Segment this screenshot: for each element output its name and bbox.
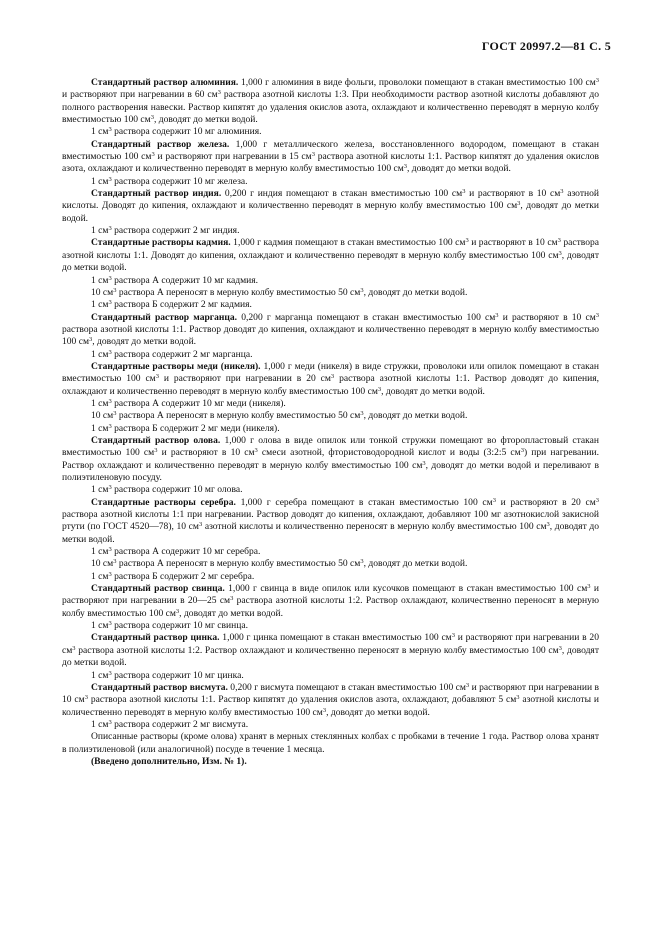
paragraph <box>62 188 599 225</box>
paragraph-text: 1,000 г кадмия помещают в стакан вместимостью 100 $см^3$ и растворяют в 10 $см^3$ раствора азотной кислоты 1:1. Доводят до кипения, охлаждают и количественно переводят в мерную колбу вместимостью 100 $см^3$, доводят до метки водой. <box>62 237 600 274</box>
paragraph-heading: Стандартный раствор индия. <box>91 188 222 200</box>
paragraph <box>62 225 599 237</box>
paragraph-text: 10 $см^3$ раствора А переносят в мерную колбу вместимостью 50 $см^3$, доводят до метки водой. <box>91 410 468 422</box>
paragraph <box>62 275 599 287</box>
paragraph-text: 1 $см^3$ раствора содержит 10 мг железа. <box>91 175 248 187</box>
paragraph-text: 0,200 г индия помещают в стакан вместимостью 100 $см^3$ и растворяют в 10 $см^3$ азотной кислоты. Доводят до кипения, охлаждают и количественно переводят в мерную колбу вместимостью 100 $см^3$, доводят до метки водой. <box>62 188 599 224</box>
paragraph-text: 1,000 г свинца в виде опилок или кусочков помещают в стакан вместимостью 100 $см^3$ и растворяют при нагревании в 20—25 $см^3$ раствора азотной кислоты 1:2. Раствор охлаждают, количественно переносят в мерную колбу вместимостью 100 $см^3$, доводят до метки водой. <box>62 583 599 619</box>
paragraph <box>62 497 599 546</box>
paragraph-heading: Стандартный раствор цинка. <box>91 632 220 644</box>
paragraph-text: 0,200 г марганца помещают в стакан вместимостью 100 $см^3$ и растворяют в 10 $см^3$ раствора азотной кислоты 1:1. Раствор доводят до кипения, охлаждают и количественно переводят в мерную колбу вместимостью 100 $см^3$, доводят до метки водой. <box>62 311 599 348</box>
paragraph <box>62 682 599 719</box>
paragraph <box>62 423 599 435</box>
paragraph-heading: Стандартные растворы серебра. <box>91 496 236 508</box>
paragraph <box>62 484 599 496</box>
paragraph <box>62 546 599 558</box>
paragraph-text: 1 $см^3$ раствора Б содержит 2 мг серебра. <box>91 570 255 582</box>
paragraph-text: 1 $см^3$ раствора содержит 2 мг индия. <box>91 225 240 237</box>
paragraph <box>62 719 599 731</box>
paragraph-text: 1,000 г серебра помещают в стакан вместимостью 100 $см^3$ и растворяют в 20 $см^3$ раствора азотной кислоты 1:1 при нагревании. Раствор доводят до кипения, охлаждают, добавляют 100 мг азотнокислой закисной ртути (по ГОСТ 4520—78), 10 $см^3$ азотной кислоты и количественно переносят в мерную колбу вместимостью 100 $см^3$, доводят до метки водой. <box>62 496 600 545</box>
paragraph-heading: Стандартные растворы кадмия. <box>91 237 231 249</box>
paragraph <box>62 287 599 299</box>
paragraph <box>62 312 599 349</box>
paragraph-text: 1 $см^3$ раствора содержит 10 мг олова. <box>91 484 243 496</box>
paragraph <box>62 349 599 361</box>
paragraph <box>62 77 599 126</box>
paragraph-text: 1,000 г меди (никеля) в виде стружки, проволоки или опилок помещают в стакан вместимостью 100 $см^3$ и растворяют при нагревании в 20 $см^3$ раствора азотной кислоты 1:1. Раствор доводят до кипения, охлаждают и количественно переводят в мерную колбу вместимостью 100 $см^3$, доводят до метки водой. <box>62 360 600 397</box>
paragraph <box>62 398 599 410</box>
paragraph-heading: Стандартный раствор железа. <box>91 138 230 150</box>
paragraph-text: 1,000 г металлического железа, восстановленного водородом, помещают в стакан вместимостью 100 $см^3$ и растворяют при нагревании в 15 $см^3$ раствора азотной кислоты 1:1. Раствор кипятят до удаления окислов азота, охлаждают и количественно переводят в мерную колбу вместимостью 100 $см^3$, доводят до метки водой. <box>62 138 600 175</box>
paragraph <box>62 361 599 398</box>
paragraph-heading: Стандартный раствор висмута. <box>91 681 228 693</box>
paragraph-heading: Стандартный раствор свинца. <box>91 583 225 595</box>
paragraph <box>62 410 599 422</box>
paragraph-text: 10 $см^3$ раствора А переносят в мерную колбу вместимостью 50 $см^3$, доводят до метки водой. <box>91 286 468 298</box>
paragraph-text: 10 $см^3$ раствора А переносят в мерную колбу вместимостью 50 $см^3$, доводят до метки водой. <box>91 558 468 570</box>
paragraph-text: 1 $см^3$ раствора содержит 10 мг свинца. <box>91 620 248 632</box>
paragraph-text: 1 $см^3$ раствора содержит 2 мг марганца. <box>91 348 253 360</box>
paragraph <box>62 583 599 620</box>
paragraph-text: 1,000 г цинка помещают в стакан вместимостью 100 $см^3$ и растворяют при нагревании в 20 $см^3$ раствора азотной кислоты 1:2. Раствор охлаждают и количественно переносят в мерную колбу вместимостью 100 $см^3$, доводят до метки водой. <box>62 632 599 669</box>
paragraph <box>62 435 599 484</box>
paragraph-text: 1 $см^3$ раствора А содержит 10 мг кадмия. <box>91 274 259 286</box>
paragraph <box>62 237 599 274</box>
paragraph-heading: Стандартные растворы меди (никеля). <box>91 360 261 372</box>
paragraph-text: 1 $см^3$ раствора А содержит 10 мг меди (никеля). <box>91 397 286 409</box>
paragraph <box>62 632 599 669</box>
paragraph-text: 1,000 г алюминия в виде фольги, проволоки помещают в стакан вместимостью 100 $см^3$ и растворяют при нагревании в 60 $см^3$ раствора азотной кислоты 1:3. При необходимости раствор азотной кислоты добавляют до полного растворения навески. Раствор кипятят до удаления окислов азота, охлаждают и количественно переводят в мерную колбу вместимостью 100 $см^3$, доводят до метки водой. <box>62 77 599 126</box>
paragraph-text: 1 $см^3$ раствора Б содержит 2 мг кадмия. <box>91 299 252 311</box>
paragraph-text: 1 $см^3$ раствора Б содержит 2 мг меди (никеля). <box>91 422 280 434</box>
paragraph <box>62 558 599 570</box>
paragraph <box>62 756 599 768</box>
paragraph <box>62 139 599 176</box>
paragraph <box>62 620 599 632</box>
paragraph-heading: Стандартный раствор олова. <box>91 434 221 446</box>
document-body <box>62 77 599 768</box>
paragraph-heading: (Введено дополнительно, Изм. № 1). <box>91 755 247 767</box>
paragraph-text: 0,200 г висмута помещают в стакан вместимостью 100 $см^3$ и растворяют при нагревании в 10 $см^3$ раствора азотной кислоты 1:1. Раствор кипятят до удаления окислов азота, охлаждают, добавляют 5 $см^3$ азотной кислоты и количественно переводят в мерную колбу вместимостью 100 $см^3$, доводят до метки водой. <box>62 681 599 718</box>
paragraph-heading: Стандартный раствор марганца. <box>91 311 238 323</box>
paragraph <box>62 731 599 756</box>
paragraph-text: 1 $см^3$ раствора содержит 10 мг алюминия. <box>91 126 262 138</box>
paragraph-heading: Стандартный раствор алюминия. <box>91 77 239 88</box>
page-header: ГОСТ 20997.2—81 С. 5 <box>481 39 611 53</box>
paragraph <box>62 299 599 311</box>
paragraph-text: 1 $см^3$ раствора содержит 10 мг цинка. <box>91 669 244 681</box>
paragraph <box>62 571 599 583</box>
paragraph-text: 1,000 г олова в виде опилок или тонкой стружки помещают во фторопластовый стакан вместимостью 100 $см^3$ и растворяют в 10 $см^3$ смеси азотной, фтористоводородной кислот и воды (3:2:5 $см^3$) при нагревании. Раствор охлаждают и количественно переводят в мерную колбу вместимостью 100 $см^3$, доводят до метки водой и переливают в полиэтиленовую посуду. <box>62 434 600 483</box>
paragraph-text: 1 $см^3$ раствора содержит 2 мг висмута. <box>91 718 249 730</box>
paragraph-text: 1 $см^3$ раствора А содержит 10 мг серебра. <box>91 546 261 558</box>
paragraph-text: Описанные растворы (кроме олова) хранят в мерных стеклянных колбах с пробками в течение 1 года. Раствор олова хранят в полиэтиленовой (или аналогичной) посуде в течение 1 месяца. <box>62 731 599 755</box>
paragraph <box>62 176 599 188</box>
paragraph <box>62 126 599 138</box>
paragraph <box>62 670 599 682</box>
